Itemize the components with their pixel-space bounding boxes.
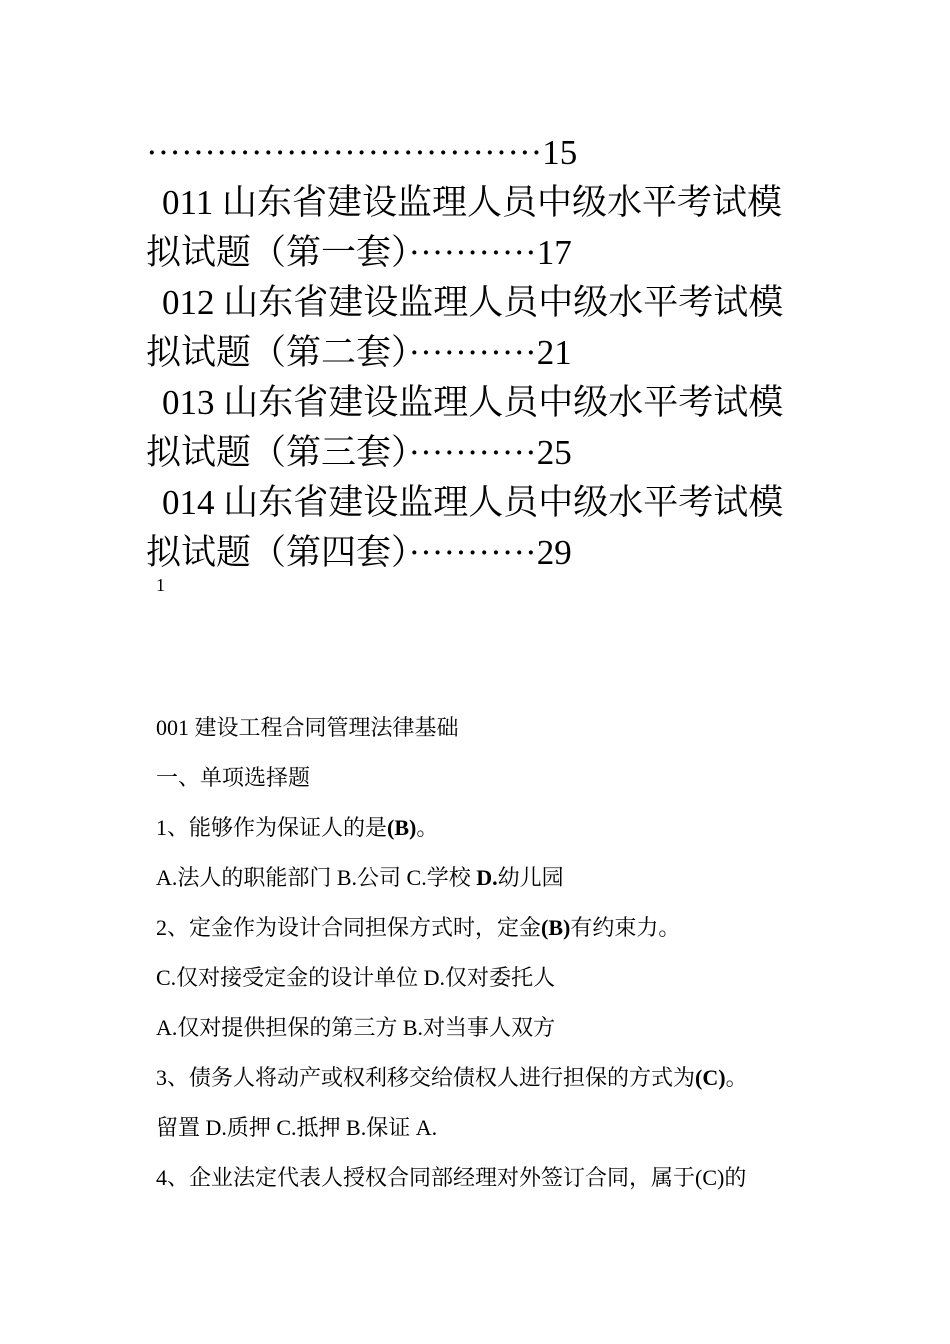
- question-4: 4、企业法定代表人授权合同部经理对外签订合同，属于(C)的: [156, 1165, 747, 1190]
- question-1: [156, 803, 916, 853]
- question-1-options: [156, 853, 916, 903]
- question-text: 3、债务人将动产或权利移交给债权人进行担保的方式为: [156, 1065, 696, 1090]
- answer-mark: (C): [695, 1065, 726, 1090]
- toc-line: 拟试题（第三套）···········25: [146, 433, 572, 472]
- toc-line: 拟试题（第二套）···········21: [146, 333, 572, 372]
- toc-line: 014 山东省建设监理人员中级水平考试模: [162, 483, 784, 522]
- question-end: 。: [416, 815, 439, 840]
- question-text: 1、能够作为保证人的是: [156, 815, 388, 840]
- option-d-text: 幼儿园: [497, 865, 564, 890]
- toc-line: 拟试题（第一套）···········17: [146, 233, 572, 272]
- options-text: A.法人的职能部门 B.公司 C.学校: [156, 865, 477, 890]
- toc-line: ··································15: [146, 133, 578, 172]
- question-end: 。: [725, 1065, 748, 1090]
- page-number: 1: [156, 575, 165, 595]
- question-3-options: 留置 D.质押 C.抵押 B.保证 A.: [156, 1115, 438, 1140]
- toc-line: 013 山东省建设监理人员中级水平考试模: [162, 383, 784, 422]
- question-2-options-line-1: C.仅对接受定金的设计单位 D.仅对委托人: [156, 965, 556, 990]
- part-title: 一、单项选择题: [156, 765, 311, 790]
- toc-line: 011 山东省建设监理人员中级水平考试模: [162, 183, 782, 222]
- answer-mark: (B): [387, 815, 417, 840]
- toc-line: 012 山东省建设监理人员中级水平考试模: [162, 283, 784, 322]
- question-text: 2、定金作为设计合同担保方式时，定金: [156, 915, 542, 940]
- question-2: [156, 903, 916, 953]
- toc-line: 拟试题（第四套）···········29: [146, 533, 572, 572]
- section-title: 001 建设工程合同管理法律基础: [156, 715, 459, 740]
- option-d-label: D.: [476, 865, 498, 890]
- question-2-options-line-2: A.仅对提供担保的第三方 B.对当事人双方: [156, 1015, 556, 1040]
- table-of-contents: [146, 128, 806, 578]
- question-3: [156, 1053, 916, 1103]
- answer-mark: (B): [541, 915, 571, 940]
- document-body: [156, 703, 916, 1203]
- question-end: 有约束力。: [570, 915, 681, 940]
